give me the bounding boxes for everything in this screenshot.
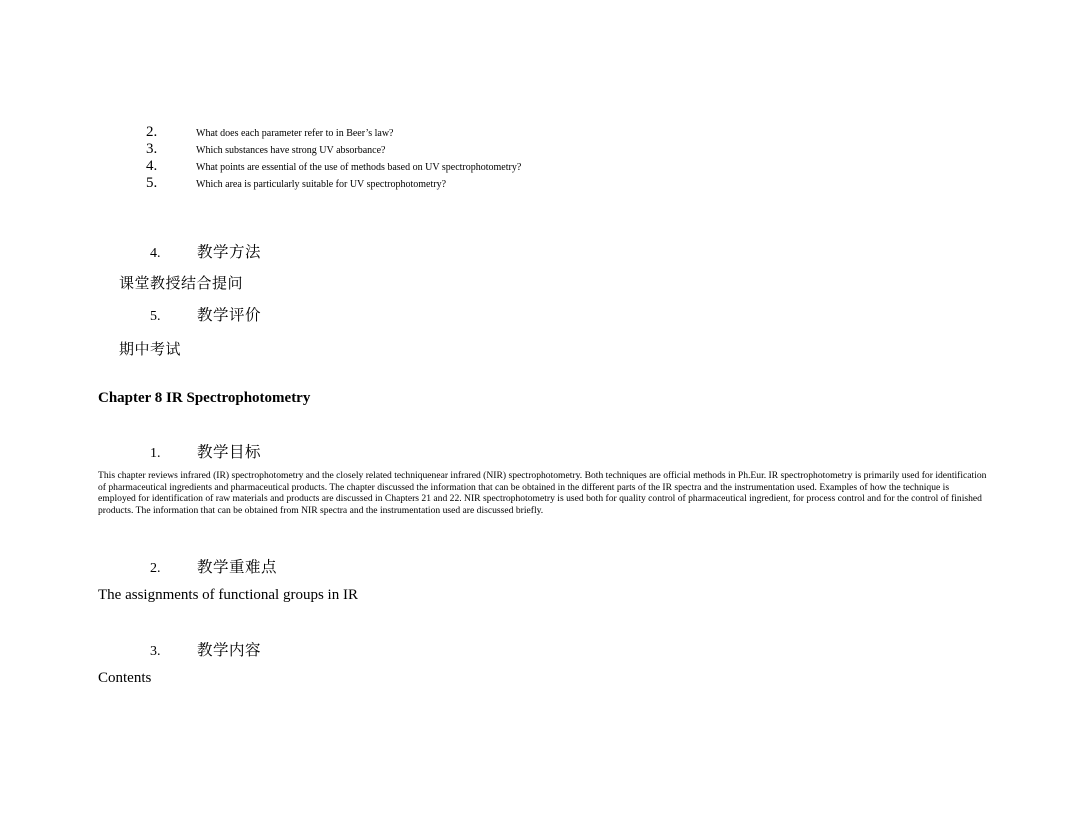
section-heading-objectives <box>150 440 261 462</box>
section-title: 教学目标 <box>197 443 262 461</box>
section-title: 教学重难点 <box>197 558 278 576</box>
section-number: 5. <box>150 309 161 324</box>
question-number: 4. <box>146 158 158 174</box>
question-text: What points are essential of the use of methods based on UV spectrophotometry? <box>196 162 522 173</box>
key-points-content: The assignments of functional groups in IR <box>98 587 358 603</box>
section-heading-contents <box>150 638 261 660</box>
question-number: 5. <box>146 175 158 191</box>
section-number: 1. <box>150 446 161 461</box>
objective-paragraph: This chapter reviews infrared (IR) spectrophotometry and the closely related techniquenear infrared (NIR) spectrophotometry. Both techniques are official methods in Ph.Eur. IR spectrophotometry is primarily used for identification of pharmaceutical ingredients and pharmaceutical products. The chapter discussed the information that can be obtained in the different parts of the IR spectra and the instrumentation used. Examples of how the technique is employed for identification of raw materials and products are discussed in Chapters 21 and 22. NIR spectrophotometry is used both for quality control of pharmaceutical ingredient, for process control and for the control of finished products. The information that can be obtained from NIR spectra and the instrumentation used are discussed briefly. <box>98 470 987 517</box>
question-number: 2. <box>146 124 158 140</box>
list-item <box>146 124 846 141</box>
section-number: 2. <box>150 561 161 576</box>
teaching-method-content: 课堂教授结合提问 <box>119 274 244 292</box>
list-item <box>146 158 846 175</box>
section-heading-key-points <box>150 555 277 577</box>
question-number: 3. <box>146 141 158 157</box>
section-heading-teaching-evaluation <box>150 303 261 325</box>
list-item <box>146 141 846 158</box>
section-number: 4. <box>150 246 161 261</box>
teaching-evaluation-content: 期中考试 <box>119 340 182 358</box>
section-title: 教学评价 <box>197 306 262 324</box>
section-heading-teaching-method <box>150 240 261 262</box>
question-list <box>146 124 846 192</box>
question-text: Which substances have strong UV absorbance? <box>196 145 386 156</box>
question-text: Which area is particularly suitable for UV spectrophotometry? <box>196 179 447 190</box>
list-item <box>146 175 846 192</box>
question-text: What does each parameter refer to in Beer’s law? <box>196 128 394 139</box>
contents-label: Contents <box>98 670 152 686</box>
section-title: 教学方法 <box>197 243 262 261</box>
section-title: 教学内容 <box>197 641 262 659</box>
section-number: 3. <box>150 644 161 659</box>
chapter-title: Chapter 8 IR Spectrophotometry <box>98 390 311 406</box>
